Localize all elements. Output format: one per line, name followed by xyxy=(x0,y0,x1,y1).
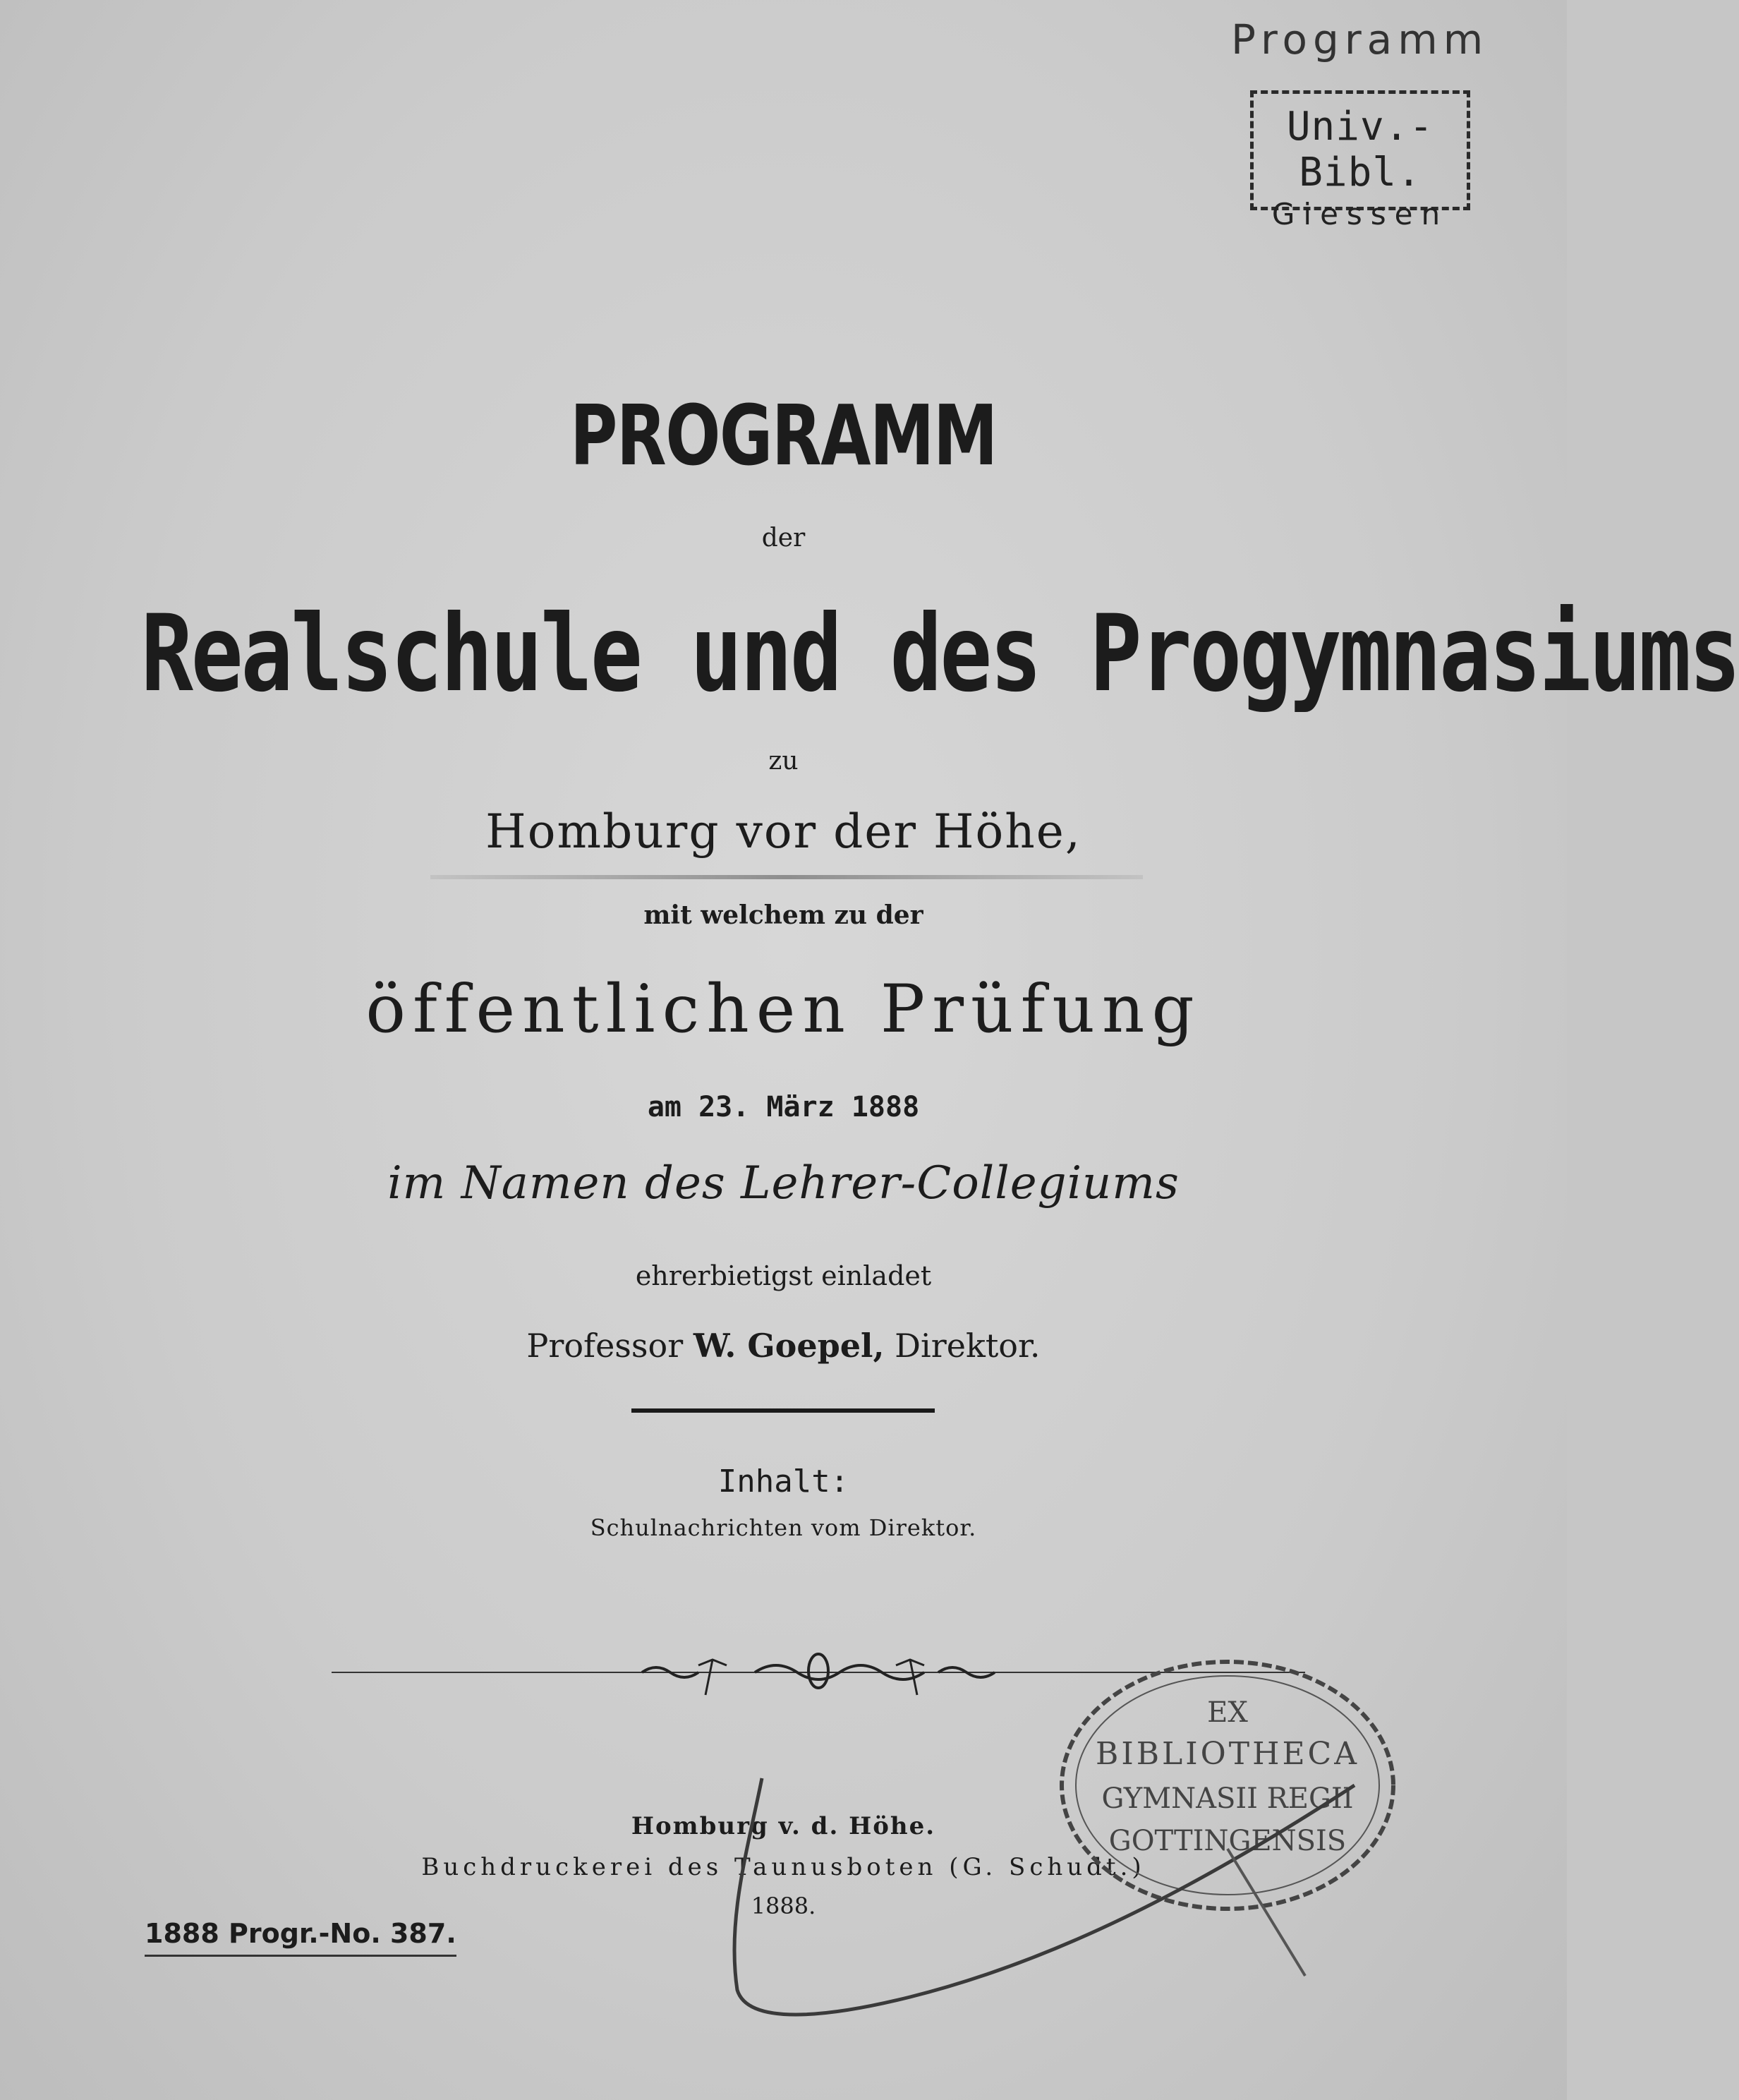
divider-rule xyxy=(631,1408,935,1413)
oval-stamp-line4: GOTTINGENSIS xyxy=(1108,1825,1347,1857)
oval-stamp-line2: BIBLIOTHECA xyxy=(1096,1736,1359,1772)
printer-line: Buchdruckerei des Taunusboten (G. Schudt.) xyxy=(421,1853,1146,1881)
library-stamp-line2: Giessen xyxy=(1271,197,1449,231)
director-suffix: Direktor. xyxy=(895,1327,1041,1365)
director-line xyxy=(0,1327,1567,1365)
contents-item: Schulnachrichten vom Direktor. xyxy=(590,1514,977,1541)
connector-text: mit welchem zu der xyxy=(643,900,923,930)
school-name: Realschule und des Progymnasiums xyxy=(140,593,1739,716)
director-prefix: Professor xyxy=(526,1327,684,1365)
event-date: am 23. März 1888 xyxy=(647,1091,920,1123)
publication-year: 1888. xyxy=(751,1893,816,1919)
city-underline xyxy=(430,875,1143,879)
city-name: Homburg vor der Höhe, xyxy=(485,804,1081,859)
invites-line: ehrerbietigst einladet xyxy=(635,1260,932,1291)
library-stamp xyxy=(1250,90,1470,231)
oval-stamp-line1: EX xyxy=(1207,1696,1248,1729)
corner-label: Programm xyxy=(1231,16,1489,64)
oval-stamp-line3: GYMNASII REGII xyxy=(1101,1782,1354,1815)
event-title: öffentlichen Prüfung xyxy=(365,971,1201,1048)
title-der: der xyxy=(761,524,806,553)
pen-scribble xyxy=(698,1764,1404,2032)
on-behalf-line: im Namen des Lehrer-Collegiums xyxy=(387,1157,1180,1209)
title-programm: PROGRAMM xyxy=(570,387,997,484)
library-stamp-line1: Univ.-Bibl. xyxy=(1286,104,1434,195)
call-number: 1888 Progr.-No. 387. xyxy=(145,1918,456,1957)
publisher-city: Homburg v. d. Höhe. xyxy=(631,1812,936,1840)
director-name: W. Goepel, xyxy=(693,1327,885,1365)
contents-heading: Inhalt: xyxy=(717,1464,849,1499)
title-zu: zu xyxy=(768,747,799,776)
